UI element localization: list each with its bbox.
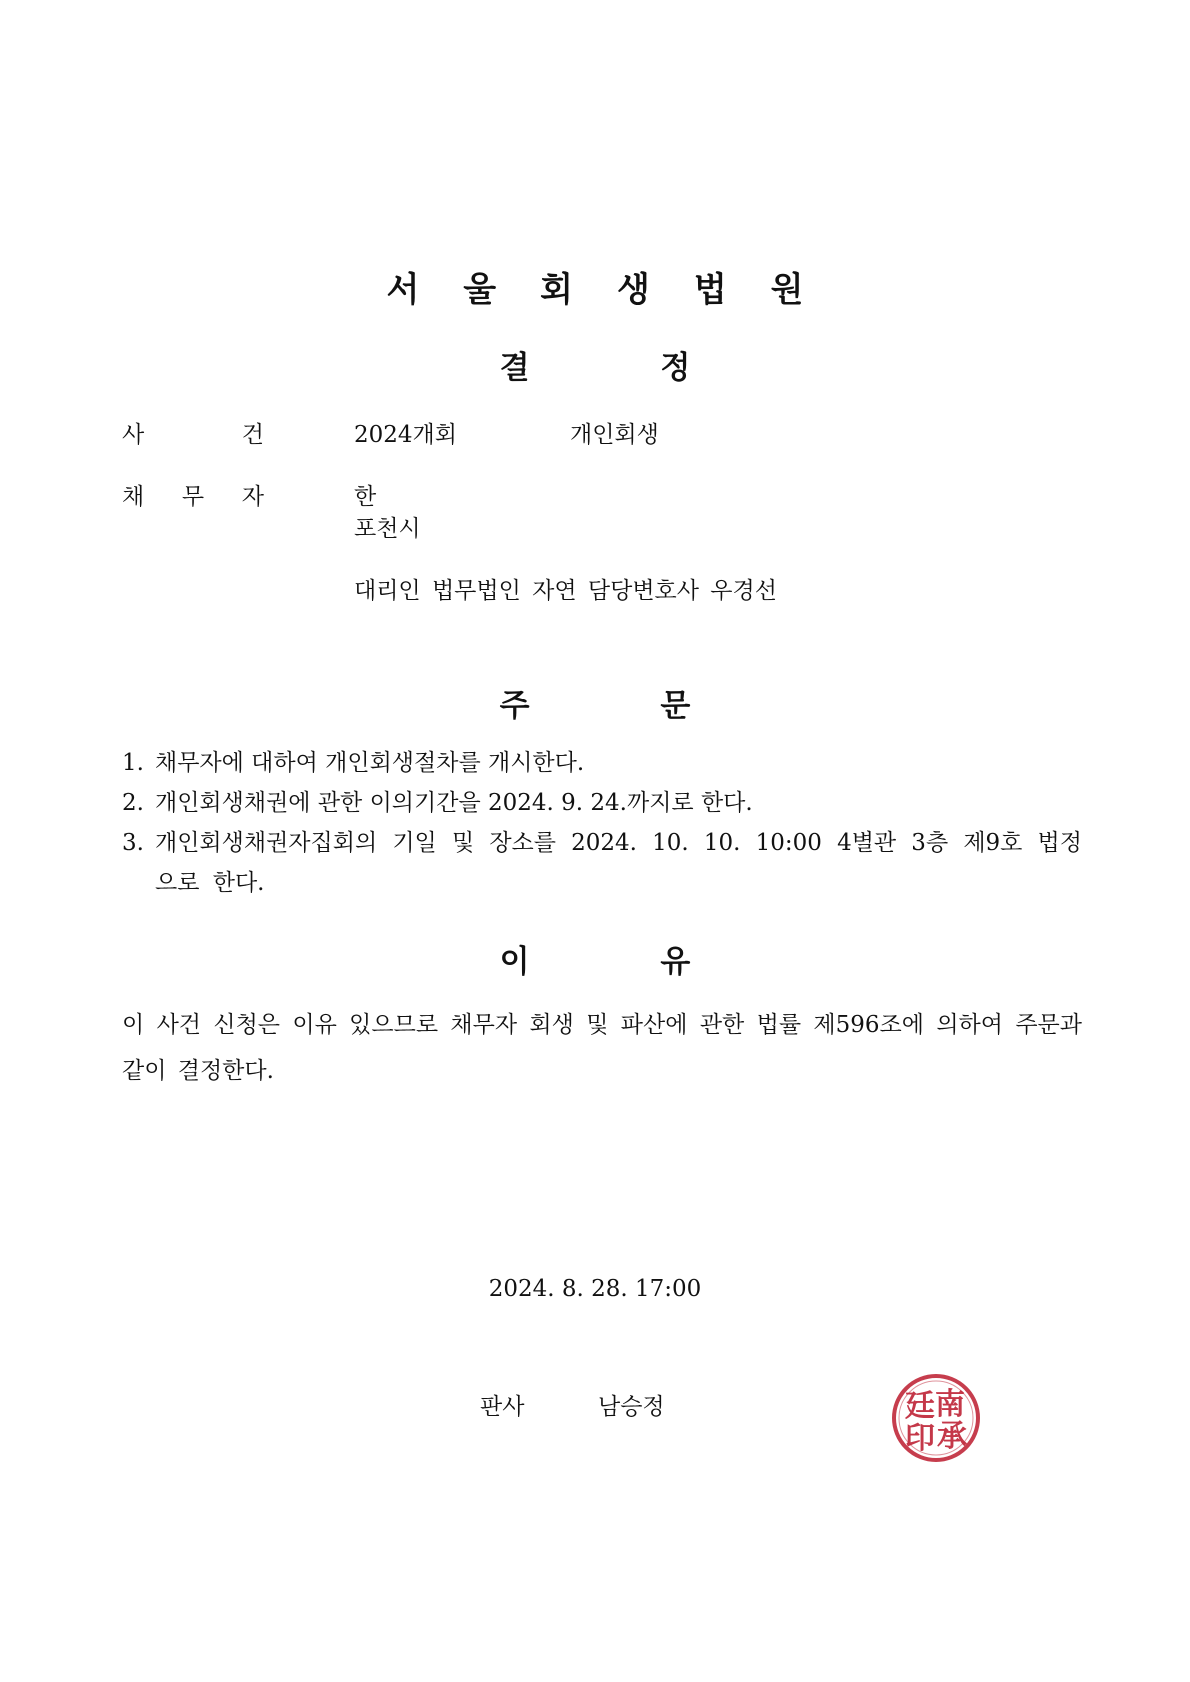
- case-label-char-1: 사: [122, 422, 145, 448]
- case-name: 개인회생: [570, 422, 659, 448]
- reason-heading: 이 유: [499, 944, 691, 980]
- debtor-agent: 대리인 법무법인 자연 담당변호사 우경선: [354, 578, 777, 604]
- reason-text: 이 사건 신청은 이유 있으므로 채무자 회생 및 파산에 관한 법률 제596조에 의하여 주문과 같이 결정한다.: [122, 1012, 1082, 1084]
- svg-text:承: 承: [937, 1419, 967, 1454]
- order-item-text: 개인회생채권에 관한 이의기간을 2024. 9. 24.까지로 한다.: [155, 790, 753, 816]
- order-list: [122, 743, 1082, 903]
- svg-text:南: 南: [935, 1387, 965, 1422]
- debtor-label: [122, 478, 264, 511]
- order-item-text: 채무자에 대하여 개인회생절차를 개시한다.: [155, 750, 585, 776]
- document-type-heading: 결 정: [499, 350, 691, 386]
- svg-text:印: 印: [905, 1421, 935, 1456]
- debtor-address: 포천시: [354, 516, 421, 542]
- svg-text:廷: 廷: [905, 1389, 935, 1424]
- judge-name: 남승정: [598, 1394, 665, 1420]
- debtor-label-char-3: 자: [241, 484, 264, 510]
- case-label-char-2: 건: [241, 422, 264, 448]
- judge-seal-stamp: [890, 1372, 982, 1464]
- court-name: 서울회생법원: [386, 270, 848, 310]
- decision-datetime: 2024. 8. 28. 17:00: [488, 1276, 702, 1302]
- order-item-number: 2.: [122, 790, 144, 816]
- order-item-text: 개인회생채권자집회의 기일 및 장소를 2024. 10. 10. 10:00 4별관 3층 제9호 법정으로 한다.: [155, 830, 1082, 896]
- case-label: [122, 416, 264, 449]
- order-heading: 주 문: [499, 688, 691, 724]
- debtor-name: 한: [354, 484, 377, 510]
- order-item: [122, 823, 1082, 903]
- order-item: [122, 783, 1082, 823]
- order-item-number: 3.: [122, 830, 144, 856]
- debtor-label-char-1: 채: [122, 484, 145, 510]
- debtor-label-char-2: 무: [181, 484, 205, 510]
- judge-title: 판사: [480, 1394, 525, 1420]
- order-item: [122, 743, 1082, 783]
- order-item-number: 1.: [122, 750, 144, 776]
- case-number: 2024개회: [354, 422, 457, 448]
